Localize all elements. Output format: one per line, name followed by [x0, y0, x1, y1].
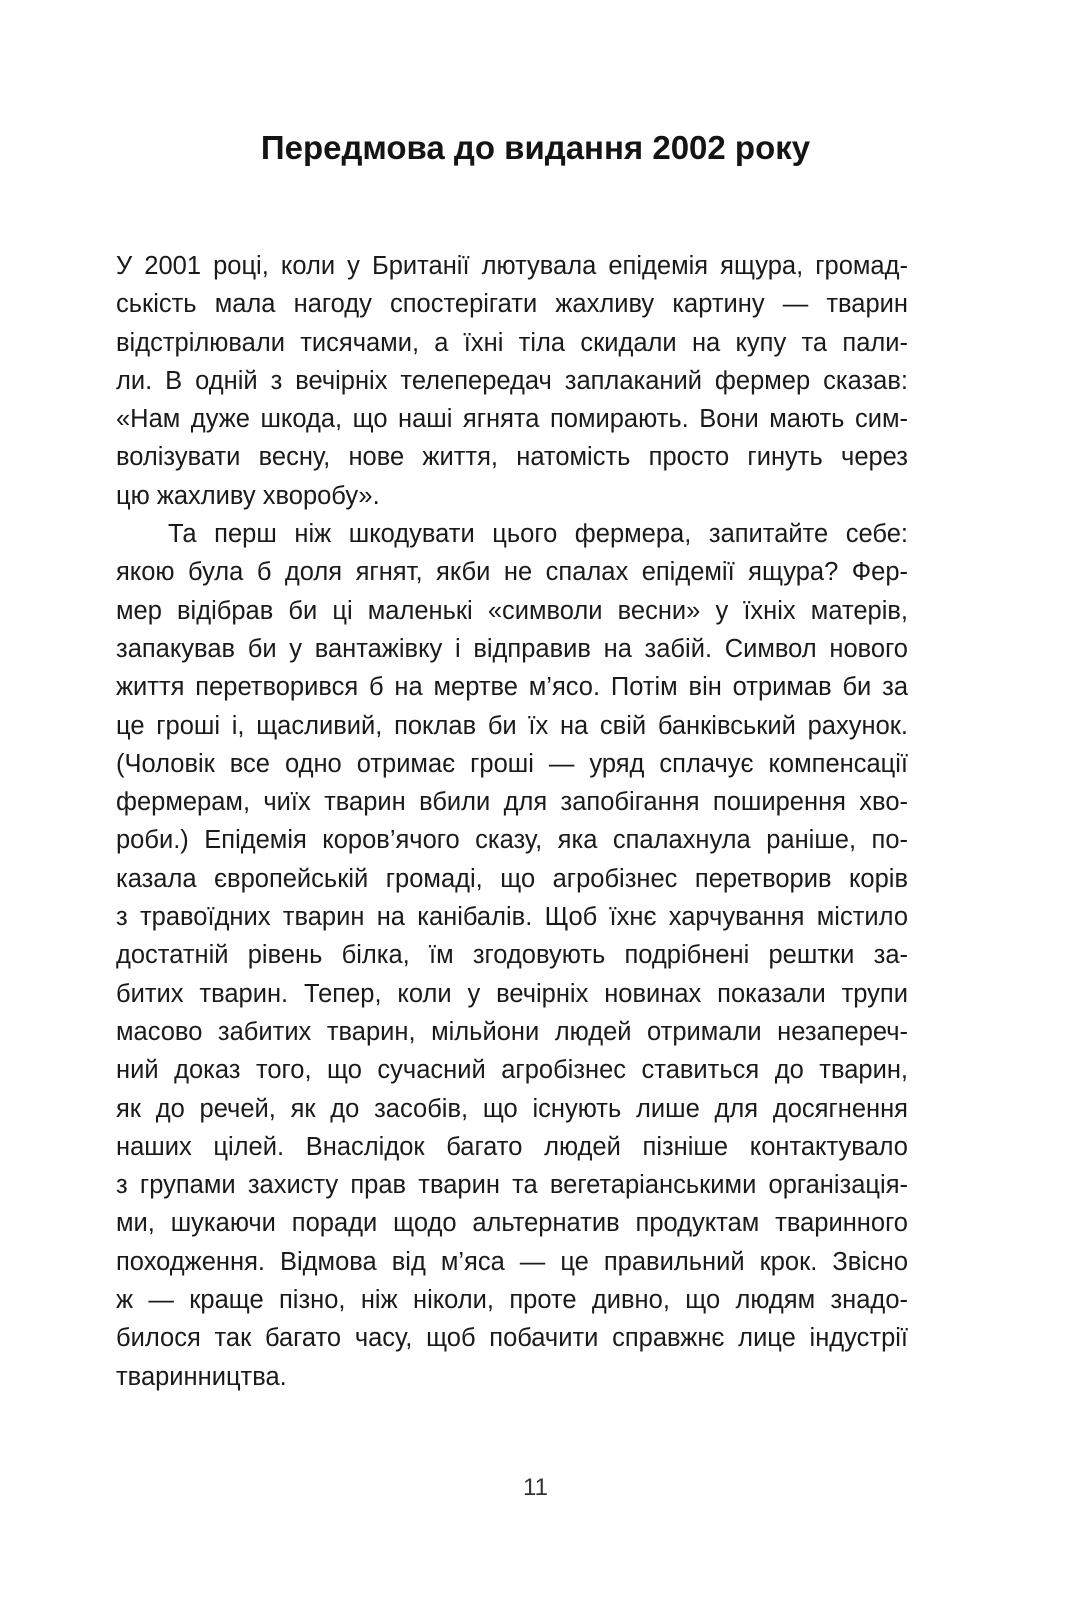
text-line: битих тварин. Тепер, коли у вечірніх новинах показали трупи: [116, 979, 908, 1008]
text-line: (Чоловік все одно отримає гроші — уряд сплачує компенсації: [116, 749, 908, 778]
text-line: мер відібрав би ці маленькі «символи весни» у їхніх матерів,: [116, 596, 908, 625]
text-line: роби.) Епідемія коров’ячого сказу, яка спалахнула раніше, по-: [116, 826, 908, 855]
text-line: життя перетворився б на мертве м’ясо. Потім він отримав би за: [116, 673, 908, 702]
text-line: наших цілей. Внаслідок багато людей пізніше контактувало: [116, 1132, 908, 1161]
text-line: ли. В одній з вечірніх телепередач заплаканий фермер сказав:: [116, 366, 908, 395]
text-line: запакував би у вантажівку і відправив на забій. Символ нового: [116, 634, 908, 663]
text-line: масово забитих тварин, мільйони людей отримали незапереч-: [116, 1017, 908, 1046]
body-text: [116, 247, 908, 1396]
text-line: «Нам дуже шкода, що наші ягнята помирають. Вони мають сим-: [116, 405, 908, 434]
text-line: цю жахливу хворобу».: [116, 481, 380, 510]
text-line: як до речей, як до засобів, що існують лише для досягнення: [116, 1094, 908, 1123]
text-line: з групами захисту прав тварин та вегетаріанськими організація-: [116, 1171, 908, 1200]
text-line: У 2001 році, коли у Британії лютувала епідемія ящура, громад-: [116, 252, 908, 280]
paragraph: [116, 515, 908, 1396]
text-line: тваринництва.: [116, 1362, 287, 1391]
paragraph: [116, 247, 908, 515]
chapter-title: Передмова до видання 2002 року: [260, 129, 811, 166]
text-line: якою була б доля ягнят, якби не спалах епідемії ящура? Фер-: [116, 558, 908, 587]
text-line: з травоїдних тварин на канібалів. Щоб їхнє харчування містило: [116, 903, 908, 932]
text-line: фермерам, чиїх тварин вбили для запобігання поширення хво-: [116, 788, 908, 817]
text-line: відстрілювали тисячами, а їхні тіла скидали на купу та пали-: [116, 328, 908, 357]
text-line: казала європейській громаді, що агробізнес перетворив корів: [116, 864, 908, 893]
text-line: волізувати весну, нове життя, натомість просто гинуть через: [116, 443, 908, 472]
text-line: билося так багато часу, щоб побачити справжнє лице індустрії: [116, 1324, 908, 1353]
text-line: достатній рівень білка, їм згодовують подрібнені рештки за-: [116, 941, 908, 970]
text-line: Та перш ніж шкодувати цього фермера, запитайте себе:: [168, 520, 908, 549]
text-line: ськість мала нагоду спостерігати жахливу картину — тварин: [116, 290, 908, 319]
text-line: це гроші і, щасливий, поклав би їх на свій банківський рахунок.: [116, 711, 908, 740]
text-line: ний доказ того, що сучасний агробізнес ставиться до тварин,: [116, 1056, 908, 1085]
page-number: 11: [523, 1474, 548, 1501]
text-line: ми, шукаючи поради щодо альтернатив продуктам тваринного: [116, 1209, 908, 1238]
text-line: походження. Відмова від м’яса — це правильний крок. Звісно: [116, 1247, 908, 1276]
text-line: ж — краще пізно, ніж ніколи, проте дивно, що людям знадо-: [116, 1286, 908, 1315]
